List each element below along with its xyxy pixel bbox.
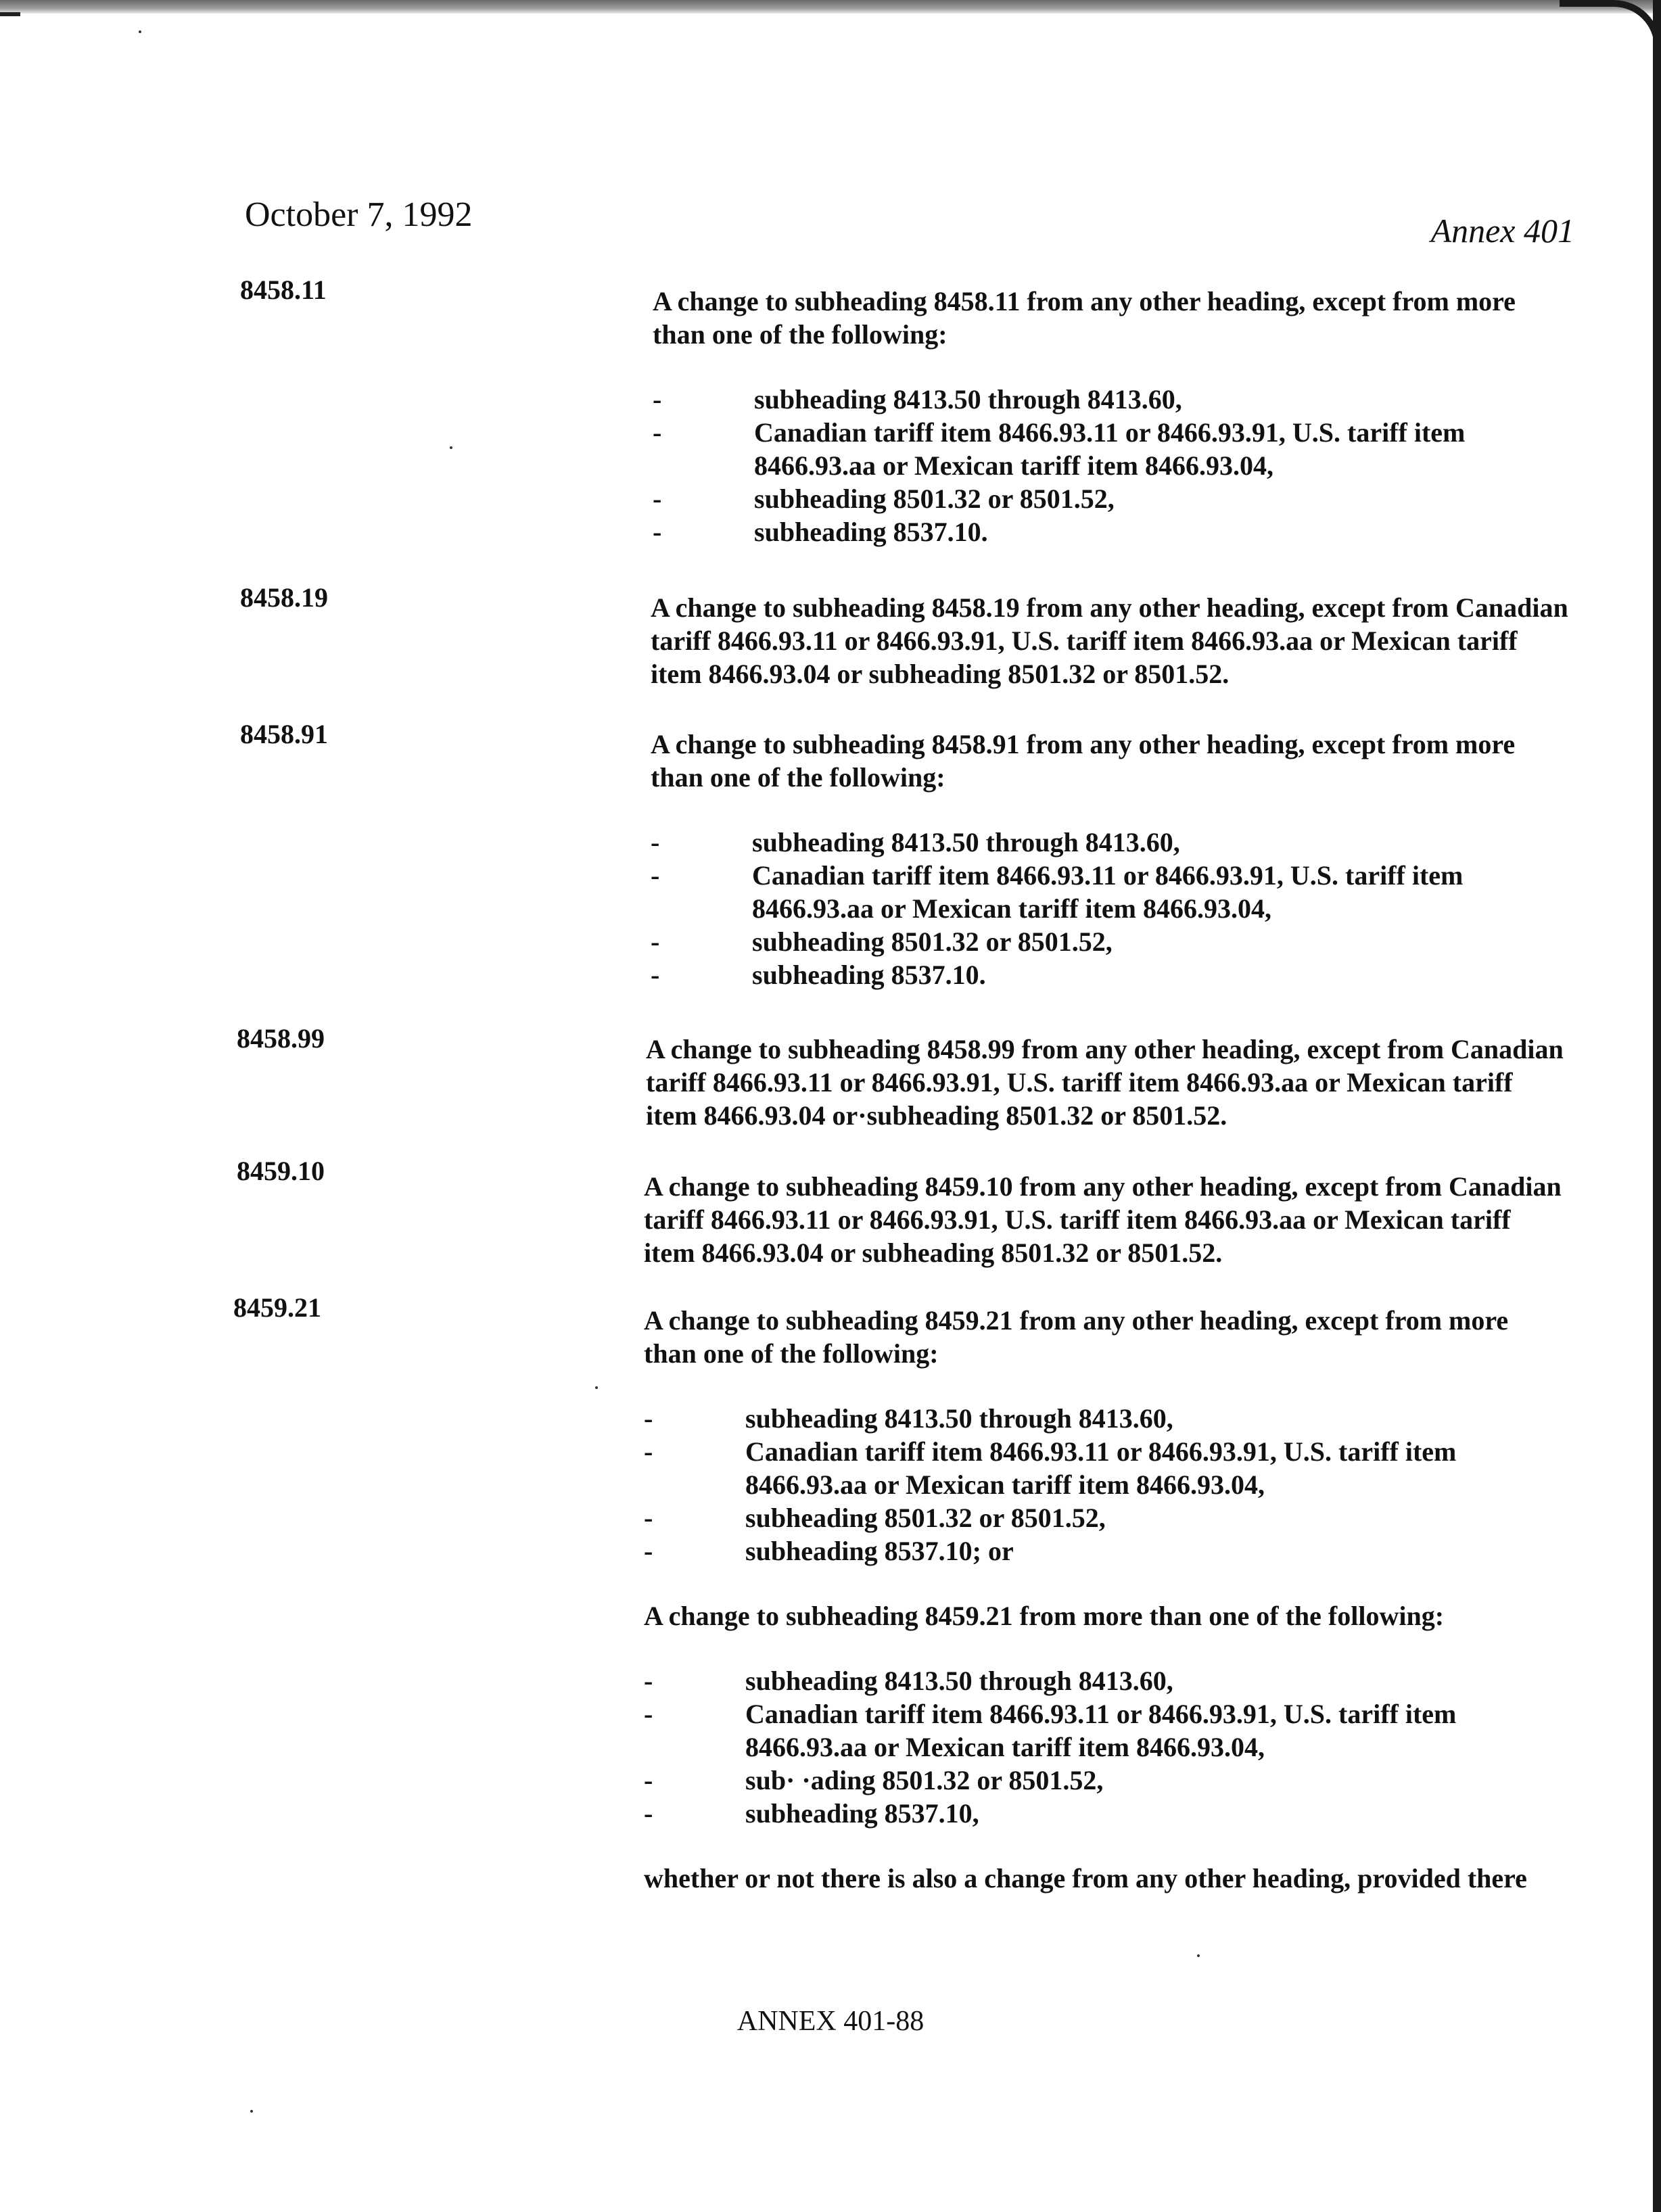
scan-speck [1197, 1954, 1200, 1957]
scan-speck [139, 30, 141, 33]
header-date: October 7, 1992 [245, 195, 473, 234]
list-item-text: Canadian tariff item 8466.93.11 or 8466.93.91, U.S. tariff item 8466.93.aa or Mexican tariff item 8466.93.04, [754, 417, 1466, 481]
rule-paragraph: A change to subheading 8458.99 from any other heading, except from Canadian tariff 8466.93.11 or 8466.93.91, U.S. tariff item 8466.93.aa or Mexican tariff item 8466.93.04 or·subheading 8501.32 or 8501.52. [646, 1034, 1564, 1131]
subheading-code: 8458.19 [240, 582, 328, 613]
list-item-text: Canadian tariff item 8466.93.11 or 8466.93.91, U.S. tariff item 8466.93.aa or Mexican tariff item 8466.93.04, [745, 1699, 1457, 1762]
list-item-text: subheading 8537.10, [745, 1798, 979, 1829]
list-item-text: Canadian tariff item 8466.93.11 or 8466.93.91, U.S. tariff item 8466.93.aa or Mexican tariff item 8466.93.04, [752, 860, 1464, 924]
dash-bullet: - [651, 926, 660, 957]
list-item [653, 416, 1572, 482]
rule-text [644, 1170, 1564, 1269]
list-item [644, 1435, 1564, 1501]
rule-paragraph: A change to subheading 8458.19 from any other heading, except from Canadian tariff 8466.93.11 or 8466.93.91, U.S. tariff item 8466.93.aa or Mexican tariff item 8466.93.04 or subheading 8501.32 or 8501.52. [651, 592, 1568, 689]
list-item-text: subheading 8413.50 through 8413.60, [752, 827, 1180, 857]
dash-bullet: - [653, 417, 662, 448]
list-item [644, 1697, 1564, 1764]
list-item [651, 859, 1570, 925]
dash-bullet: - [644, 1436, 653, 1467]
page-footer: ANNEX 401-88 [736, 2006, 925, 2037]
list-item [644, 1501, 1564, 1534]
exception-list [653, 383, 1572, 548]
subheading-code: 8458.11 [240, 275, 327, 305]
list-item [651, 958, 1570, 991]
scan-edge-top [0, 0, 1661, 14]
list-item [644, 1402, 1564, 1435]
dash-bullet: - [651, 860, 660, 891]
list-item [644, 1797, 1564, 1830]
list-item-text: sub· ·ading 8501.32 or 8501.52, [745, 1765, 1104, 1795]
dash-bullet: - [653, 384, 662, 415]
rule-text [644, 1304, 1564, 1895]
rule-paragraph: A change to subheading 8459.10 from any other heading, except from Canadian tariff 8466.93.11 or 8466.93.91, U.S. tariff item 8466.93.aa or Mexican tariff item 8466.93.04 or subheading 8501.32 or 8501.52. [644, 1171, 1562, 1268]
subheading-code: 8459.10 [237, 1156, 325, 1186]
rule-text [651, 728, 1570, 991]
dash-bullet: - [644, 1403, 653, 1434]
rule-paragraph: A change to subheading 8458.11 from any other heading, except from more than one of the following: [653, 286, 1516, 350]
rule-text [653, 285, 1572, 548]
list-item-text: subheading 8501.32 or 8501.52, [752, 926, 1113, 957]
scan-speck [450, 446, 452, 449]
rule-paragraph: A change to subheading 8459.21 from any other heading, except from more than one of the following: [644, 1305, 1509, 1369]
list-item-text: Canadian tariff item 8466.93.11 or 8466.93.91, U.S. tariff item 8466.93.aa or Mexican tariff item 8466.93.04, [745, 1436, 1457, 1500]
exception-list [644, 1664, 1564, 1830]
dash-bullet: - [644, 1536, 653, 1566]
list-item-text: subheading 8413.50 through 8413.60, [754, 384, 1182, 415]
dash-bullet: - [651, 827, 660, 857]
scan-speck [250, 2110, 253, 2113]
rule-text [651, 591, 1570, 690]
exception-list [644, 1402, 1564, 1568]
list-item-text: subheading 8537.10. [754, 517, 988, 547]
list-item-text: subheading 8537.10; or [745, 1536, 1014, 1566]
dash-bullet: - [653, 484, 662, 514]
list-item-text: subheading 8413.50 through 8413.60, [745, 1403, 1173, 1434]
dash-bullet: - [651, 960, 660, 990]
scan-speck [595, 1386, 598, 1389]
exception-list [651, 826, 1570, 991]
dash-bullet: - [644, 1666, 653, 1696]
list-item [644, 1534, 1564, 1568]
dash-bullet: - [644, 1798, 653, 1829]
header-annex: Annex 401 [1430, 212, 1574, 250]
subheading-code: 8458.91 [240, 719, 328, 749]
rule-text [646, 1033, 1566, 1132]
subheading-code: 8459.21 [233, 1292, 321, 1323]
rule-paragraph: whether or not there is also a change from any other heading, provided there [644, 1863, 1527, 1893]
dash-bullet: - [644, 1699, 653, 1729]
scan-mark-left [0, 12, 20, 16]
list-item [653, 515, 1572, 548]
list-item [653, 383, 1572, 416]
list-item-text: subheading 8501.32 or 8501.52, [745, 1503, 1106, 1533]
dash-bullet: - [644, 1765, 653, 1795]
list-item-text: subheading 8537.10. [752, 960, 986, 990]
list-item [653, 482, 1572, 515]
list-item [644, 1664, 1564, 1697]
dash-bullet: - [653, 517, 662, 547]
list-item-text: subheading 8501.32 or 8501.52, [754, 484, 1115, 514]
list-item-text: subheading 8413.50 through 8413.60, [745, 1666, 1173, 1696]
rule-paragraph: A change to subheading 8458.91 from any other heading, except from more than one of the following: [651, 729, 1516, 793]
list-item [651, 826, 1570, 859]
subheading-code: 8458.99 [237, 1023, 325, 1054]
list-item [644, 1764, 1564, 1797]
dash-bullet: - [644, 1503, 653, 1533]
rule-paragraph: A change to subheading 8459.21 from more than one of the following: [644, 1601, 1445, 1631]
scan-edge-right [1653, 0, 1661, 2212]
list-item [651, 925, 1570, 958]
